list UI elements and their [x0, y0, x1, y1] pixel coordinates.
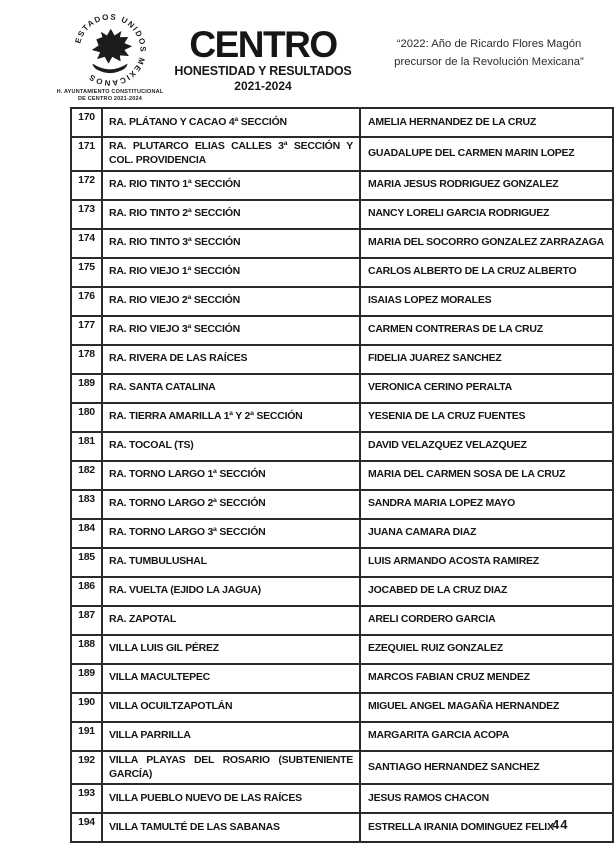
row-number-cell: 193	[71, 784, 102, 813]
commemorative-quote	[372, 36, 606, 71]
mexico-coat-of-arms-icon	[72, 12, 148, 88]
table-row	[71, 374, 613, 403]
row-number-cell: 183	[71, 490, 102, 519]
table-row	[71, 606, 613, 635]
brand-block	[156, 24, 370, 94]
row-number-cell: 175	[71, 258, 102, 287]
locality-cell: RA. VUELTA (EJIDO LA JAGUA)	[102, 577, 360, 606]
locality-cell: RA. RIVERA DE LAS RAÍCES	[102, 345, 360, 374]
delegate-name-cell: YESENIA DE LA CRUZ FUENTES	[360, 403, 613, 432]
table-row	[71, 345, 613, 374]
locality-cell: RA. RIO TINTO 2ª SECCIÓN	[102, 200, 360, 229]
brand-slogan: HONESTIDAD Y RESULTADOS	[174, 64, 352, 79]
locality-cell: VILLA PUEBLO NUEVO DE LAS RAÍCES	[102, 784, 360, 813]
row-number-cell: 192	[71, 751, 102, 785]
quote-line2: precursor de la Revolución Mexicana”	[394, 55, 584, 68]
table-row	[71, 229, 613, 258]
row-number-cell: 174	[71, 229, 102, 258]
delegate-name-cell: CARMEN CONTRERAS DE LA CRUZ	[360, 316, 613, 345]
brand-period: 2021-2024	[234, 79, 292, 94]
table-row	[71, 258, 613, 287]
table-row	[71, 461, 613, 490]
table-row	[71, 171, 613, 200]
row-number-cell: 181	[71, 432, 102, 461]
table-row	[71, 813, 613, 842]
delegate-name-cell: MARIA DEL SOCORRO GONZALEZ ZARRAZAGA	[360, 229, 613, 258]
table-row	[71, 108, 613, 137]
delegates-table-body	[71, 108, 613, 842]
row-number-cell: 185	[71, 548, 102, 577]
row-number-cell: 178	[71, 345, 102, 374]
row-number-cell: 184	[71, 519, 102, 548]
table-row	[71, 490, 613, 519]
locality-cell: RA. RIO VIEJO 3ª SECCIÓN	[102, 316, 360, 345]
seal-caption	[50, 89, 170, 103]
delegate-name-cell: MARIA JESUS RODRIGUEZ GONZALEZ	[360, 171, 613, 200]
delegate-name-cell: NANCY LORELI GARCIA RODRIGUEZ	[360, 200, 613, 229]
row-number-cell: 190	[71, 693, 102, 722]
delegate-name-cell: FIDELIA JUAREZ SANCHEZ	[360, 345, 613, 374]
table-row	[71, 287, 613, 316]
delegate-name-cell: SANDRA MARIA LOPEZ MAYO	[360, 490, 613, 519]
locality-cell: RA. PLÁTANO Y CACAO 4ª SECCIÓN	[102, 108, 360, 137]
seal-ring-text: ESTADOS UNIDOS MEXICANOS	[73, 12, 148, 88]
locality-cell: RA. ZAPOTAL	[102, 606, 360, 635]
locality-cell: RA. SANTA CATALINA	[102, 374, 360, 403]
seal-caption-line1: H. AYUNTAMIENTO CONSTITUCIONAL	[56, 89, 164, 95]
table-row	[71, 519, 613, 548]
page-number: 44	[552, 817, 569, 832]
delegate-name-cell: LUIS ARMANDO ACOSTA RAMIREZ	[360, 548, 613, 577]
municipal-seal	[50, 12, 170, 103]
locality-cell: RA. PLUTARCO ELIAS CALLES 3ª SECCIÓN Y COL. PROVIDENCIA	[102, 137, 360, 171]
row-number-cell: 171	[71, 137, 102, 171]
quote-line1: “2022: Año de Ricardo Flores Magón	[396, 38, 582, 50]
row-number-cell: 189	[71, 664, 102, 693]
table-row	[71, 635, 613, 664]
locality-cell: VILLA TAMULTÉ DE LAS SABANAS	[102, 813, 360, 842]
delegate-name-cell: DAVID VELAZQUEZ VELAZQUEZ	[360, 432, 613, 461]
table-row	[71, 548, 613, 577]
locality-cell: VILLA PLAYAS DEL ROSARIO (SUBTENIENTE GARCÍA)	[102, 751, 360, 785]
row-number-cell: 194	[71, 813, 102, 842]
delegate-name-cell: SANTIAGO HERNANDEZ SANCHEZ	[360, 751, 613, 785]
delegate-name-cell: GUADALUPE DEL CARMEN MARIN LOPEZ	[360, 137, 613, 171]
delegate-name-cell: CARLOS ALBERTO DE LA CRUZ ALBERTO	[360, 258, 613, 287]
locality-cell: RA. RIO TINTO 1ª SECCIÓN	[102, 171, 360, 200]
delegate-name-cell: MARGARITA GARCIA ACOPA	[360, 722, 613, 751]
table-row	[71, 577, 613, 606]
delegate-name-cell: JESUS RAMOS CHACON	[360, 784, 613, 813]
locality-cell: VILLA PARRILLA	[102, 722, 360, 751]
delegate-name-cell: MARCOS FABIAN CRUZ MENDEZ	[360, 664, 613, 693]
row-number-cell: 180	[71, 403, 102, 432]
row-number-cell: 170	[71, 108, 102, 137]
delegate-name-cell: ESTRELLA IRANIA DOMINGUEZ FELIX	[360, 813, 613, 842]
locality-cell: RA. RIO VIEJO 2ª SECCIÓN	[102, 287, 360, 316]
row-number-cell: 172	[71, 171, 102, 200]
delegate-name-cell: ISAIAS LOPEZ MORALES	[360, 287, 613, 316]
delegate-name-cell: MARIA DEL CARMEN SOSA DE LA CRUZ	[360, 461, 613, 490]
delegate-name-cell: ARELI CORDERO GARCIA	[360, 606, 613, 635]
table-row	[71, 693, 613, 722]
delegate-name-cell: VERONICA CERINO PERALTA	[360, 374, 613, 403]
delegate-name-cell: AMELIA HERNANDEZ DE LA CRUZ	[360, 108, 613, 137]
locality-cell: RA. TORNO LARGO 2ª SECCIÓN	[102, 490, 360, 519]
locality-cell: VILLA MACULTEPEC	[102, 664, 360, 693]
locality-cell: RA. TOCOAL (TS)	[102, 432, 360, 461]
locality-cell: RA. RIO VIEJO 1ª SECCIÓN	[102, 258, 360, 287]
delegates-table	[70, 107, 614, 843]
delegate-name-cell: JOCABED DE LA CRUZ DIAZ	[360, 577, 613, 606]
row-number-cell: 191	[71, 722, 102, 751]
locality-cell: RA. TORNO LARGO 3ª SECCIÓN	[102, 519, 360, 548]
locality-cell: VILLA LUIS GIL PÉREZ	[102, 635, 360, 664]
locality-cell: VILLA OCUILTZAPOTLÁN	[102, 693, 360, 722]
locality-cell: RA. RIO TINTO 3ª SECCIÓN	[102, 229, 360, 258]
locality-cell: RA. TORNO LARGO 1ª SECCIÓN	[102, 461, 360, 490]
table-row	[71, 664, 613, 693]
table-row	[71, 200, 613, 229]
table-row	[71, 751, 613, 785]
table-row	[71, 316, 613, 345]
delegate-name-cell: JUANA CAMARA DIAZ	[360, 519, 613, 548]
row-number-cell: 189	[71, 374, 102, 403]
delegate-name-cell: MIGUEL ANGEL MAGAÑA HERNANDEZ	[360, 693, 613, 722]
brand-wordmark: CENTRO	[189, 24, 337, 65]
seal-caption-line2: DE CENTRO 2021-2024	[77, 95, 143, 102]
eagle-silhouette	[92, 29, 132, 73]
row-number-cell: 173	[71, 200, 102, 229]
row-number-cell: 187	[71, 606, 102, 635]
row-number-cell: 176	[71, 287, 102, 316]
table-row	[71, 784, 613, 813]
row-number-cell: 177	[71, 316, 102, 345]
row-number-cell: 186	[71, 577, 102, 606]
delegate-name-cell: EZEQUIEL RUIZ GONZALEZ	[360, 635, 613, 664]
locality-cell: RA. TUMBULUSHAL	[102, 548, 360, 577]
table-row	[71, 403, 613, 432]
locality-cell: RA. TIERRA AMARILLA 1ª Y 2ª SECCIÓN	[102, 403, 360, 432]
table-row	[71, 722, 613, 751]
table-row	[71, 432, 613, 461]
row-number-cell: 188	[71, 635, 102, 664]
row-number-cell: 182	[71, 461, 102, 490]
table-row	[71, 137, 613, 171]
